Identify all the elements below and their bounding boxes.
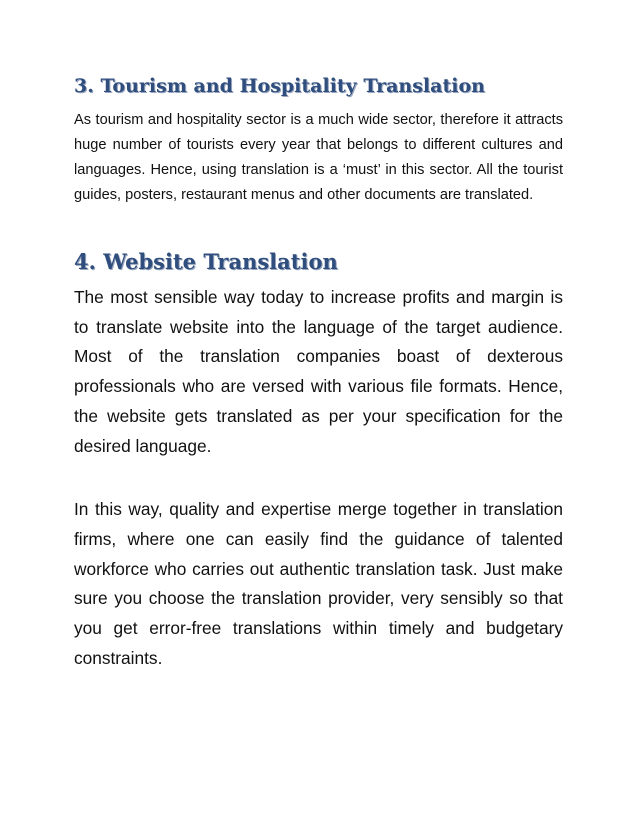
paragraph-spacer <box>74 461 563 495</box>
tourism-paragraph: As tourism and hospitality sector is a much wide sector, therefore it attracts huge number of tourists every year that belongs to different cultures and languages. Hence, using translation is a ‘must’ in this sector. All the tourist guides, posters, restaurant menus and other documents are translated. <box>74 112 563 203</box>
section-spacer <box>74 208 563 247</box>
document-content <box>74 72 563 673</box>
section-heading-website: 4. Website Translation <box>74 249 338 274</box>
website-paragraph-1: The most sensible way today to increase profits and margin is to translate website into the language of the target audience. Most of the translation companies boast of dexterous professionals who are versed with various file formats. Hence, the website gets translated as per your specification for the desired language. <box>74 287 563 456</box>
website-paragraph-2: In this way, quality and expertise merge together in translation firms, where one can easily find the guidance of talented workforce who carries out authentic translation task. Just make sure you choose the translation provider, very sensibly so that you get error-free translations within timely and budgetary constraints. <box>74 499 563 668</box>
section-heading-tourism: 3. Tourism and Hospitality Translation <box>74 75 485 97</box>
